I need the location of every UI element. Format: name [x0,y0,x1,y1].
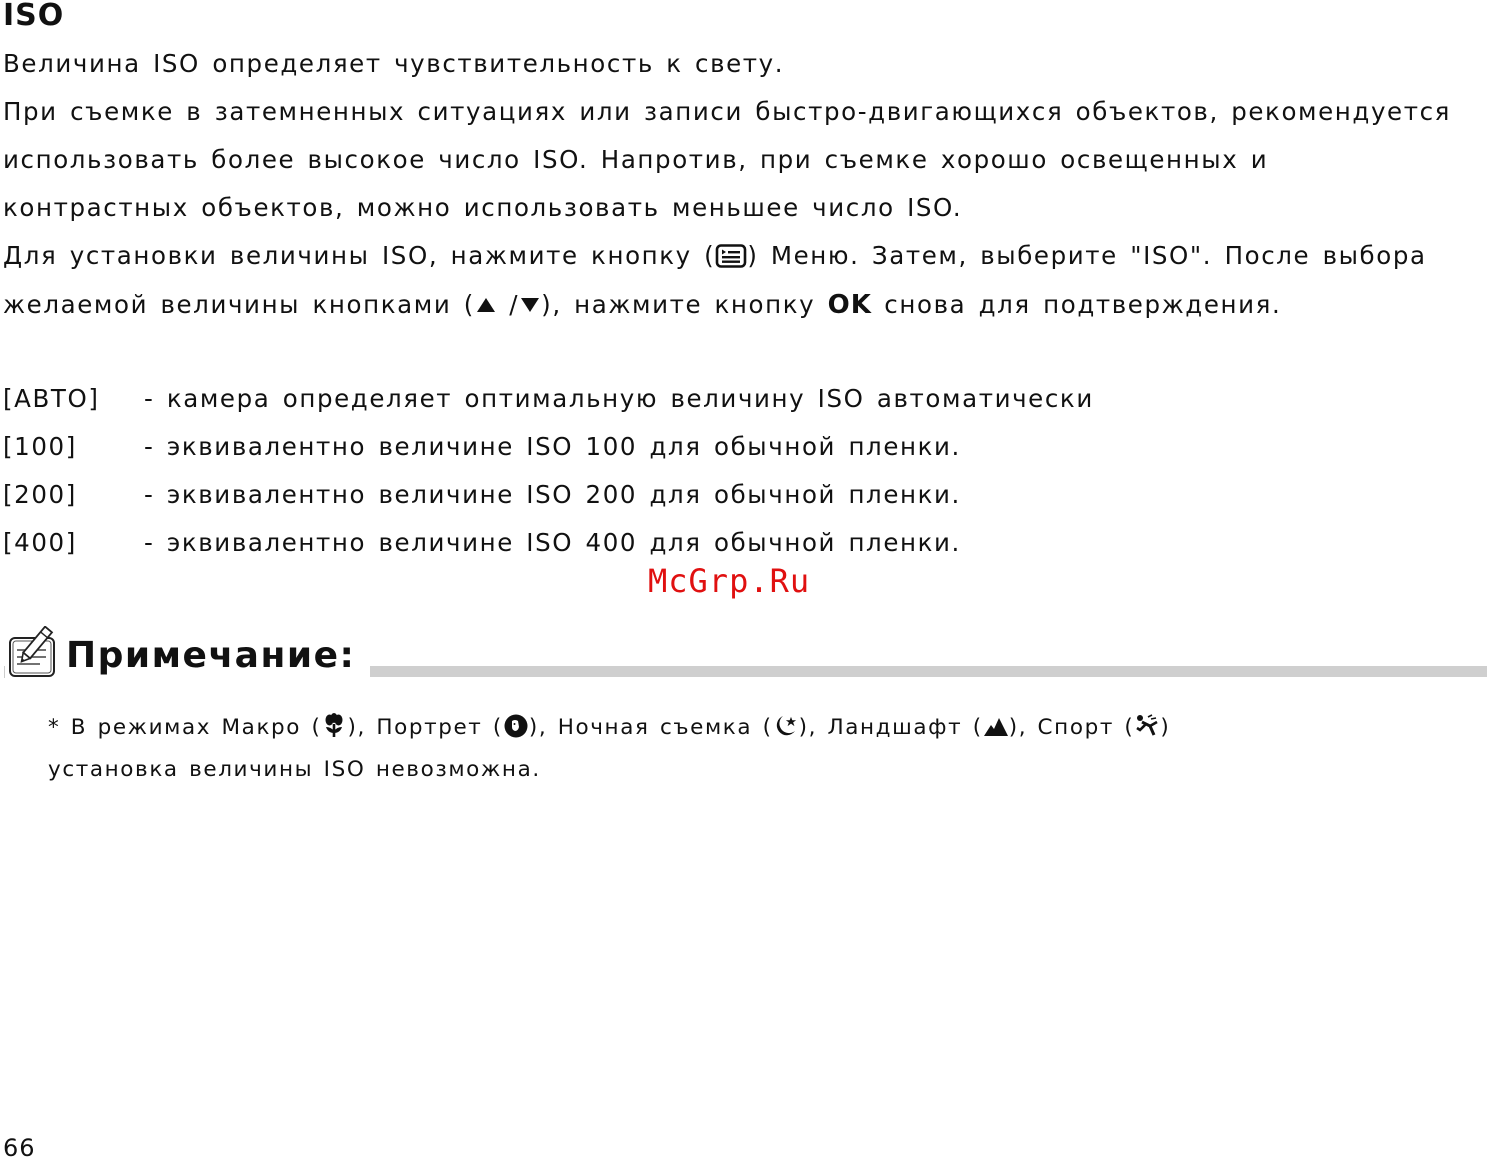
note-line1 [48,713,1170,739]
note-title: Примечание: [66,635,356,676]
macro-flower-icon [321,713,347,739]
note-divider [370,666,1487,677]
para2-line2-b: ), нажмите кнопку [541,290,828,319]
para2-line2 [3,292,1281,318]
option-desc-auto: - камера определяет оптимальную величину ISO автоматически [144,384,1094,413]
ok-label: OK [827,290,872,320]
option-desc-400: - эквивалентно величине ISO 400 для обычной пленки. [144,528,961,557]
option-key-400: [400] [3,528,77,557]
note-line1-d: ), Ландшафт ( [798,715,983,740]
landscape-mountain-icon [983,713,1009,739]
night-moon-star-icon [773,713,799,739]
watermark: McGrp.Ru [648,562,811,600]
option-desc-200: - эквивалентно величине ISO 200 для обычной пленки. [144,480,961,509]
option-key-100: [100] [3,432,77,461]
menu-button-icon [715,244,747,268]
note-line1-b: ), Портрет ( [347,715,503,740]
triangle-down-icon [519,294,541,312]
page-number: 66 [3,1134,36,1162]
para2-line2-sep: / [496,290,520,319]
sport-runner-icon [1134,713,1160,739]
para1-line1: При съемке в затемненных ситуациях или записи быстро-двигающихся объектов, рекомендуется [3,97,1452,126]
note-line1-c: ), Ночная съемка ( [528,715,773,740]
para2-line2-c: снова для подтверждения. [871,290,1282,319]
para2-line1-b: ) Меню. Затем, выберите "ISO". После выбора [747,241,1427,270]
para2-line1 [3,241,1427,270]
para1-line3: контрастных объектов, можно использовать меньшее число ISO. [3,193,963,222]
portrait-face-icon [503,713,529,739]
note-line1-f: ) [1160,715,1171,740]
para2-line1-a: Для установки величины ISO, нажмите кнопку ( [3,241,716,270]
option-desc-100: - эквивалентно величине ISO 100 для обычной пленки. [144,432,961,461]
option-key-auto: [АВТО] [3,384,100,413]
note-line2: установка величины ISO невозможна. [48,757,541,782]
para1-line2: использовать более высокое число ISO. Напротив, при съемке хорошо освещенных и [3,145,1269,174]
triangle-up-icon [475,294,497,312]
note-pencil-icon [4,626,60,680]
para2-line2-a: желаемой величины кнопками ( [3,290,475,319]
option-key-200: [200] [3,480,77,509]
note-line1-e: ), Спорт ( [1008,715,1135,740]
note-line1-a: * В режимах Макро ( [48,715,322,740]
intro-line: Величина ISO определяет чувствительность к свету. [3,49,785,78]
page-title: ISO [3,0,65,33]
